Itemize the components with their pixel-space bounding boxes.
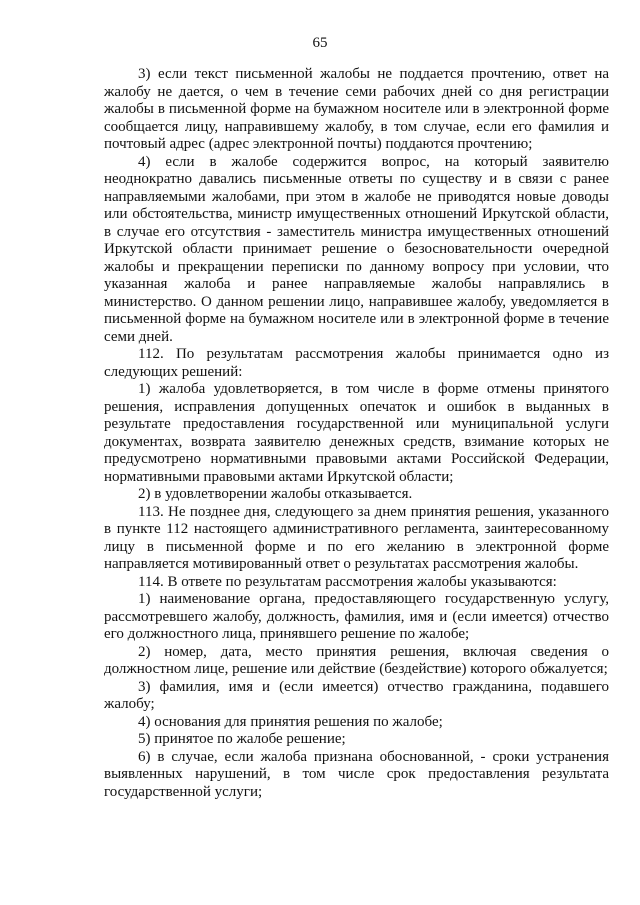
- paragraph-clause-114: 114. В ответе по результатам рассмотрения жалобы указываются:: [138, 573, 557, 590]
- paragraph-answer-item-5: 5) принятое по жалобе решение;: [138, 731, 346, 747]
- paragraph-answer-item-1: 1) наименование органа, предоставляющего государственную услугу, рассмотревшего жалобу, должность, фамилия, имя и (если имеется) отчество его должностного лица, принявшего решение по жалобе;: [104, 591, 609, 642]
- paragraph-clause-112: 112. По результатам рассмотрения жалобы принимается одно из следующих решений:: [104, 346, 609, 380]
- paragraph-decision-2-refused: 2) в удовлетворении жалобы отказывается.: [138, 486, 413, 502]
- paragraph-answer-item-6: 6) в случае, если жалоба признана обоснованной, - сроки устранения выявленных нарушений, в том числе срок предоставления результата государственной услуги;: [104, 748, 609, 800]
- paragraph-answer-item-3: 3) фамилия, имя и (если имеется) отчество гражданина, подавшего жалобу;: [104, 678, 609, 712]
- paragraph-clause-113: 113. Не позднее дня, следующего за днем принятия решения, указанного в пункте 112 настоящего административного регламента, заинтересованному лицу в письменной форме и по его желанию в электронной форме направляется мотивированный ответ о результатах рассмотрения жалобы.: [104, 503, 609, 572]
- paragraph-answer-item-2: 2) номер, дата, место принятия решения, включая сведения о должностном лице, решение или действие (бездействие) которого обжалуется;: [104, 643, 609, 677]
- document-body: [104, 66, 609, 801]
- paragraph-answer-item-4: 4) основания для принятия решения по жалобе;: [138, 713, 443, 730]
- paragraph-item-3-unreadable: 3) если текст письменной жалобы не поддается прочтению, ответ на жалобу не дается, о чем в течение семи рабочих дней со дня регистрации жалобы в письменной форме на бумажном носителе или в электронной форме сообщается лицу, направившему жалобу, в том случае, если его фамилия и почтовый адрес (адрес электронной почты) поддаются прочтению;: [104, 66, 609, 152]
- paragraph-decision-1-satisfied: 1) жалоба удовлетворяется, в том числе в форме отмены принятого решения, исправления допущенных опечаток и ошибок в выданных в результате предоставления государственной или муниципальной услуги документах, возврата заявителю денежных средств, взимание которых не предусмотрено нормативными правовыми актами Российской Федерации, нормативными правовыми актами Иркутской области;: [104, 381, 609, 485]
- paragraph-item-4-repeated-question: 4) если в жалобе содержится вопрос, на который заявителю неоднократно давались письменные ответы по существу и в связи с ранее направляемыми жалобами, при этом в жалобе не приводятся новые доводы или обстоятельства, министр имущественных отношений Иркутской области, в случае его отсутствия - заместитель министра имущественных отношений Иркутской области принимает решение о безосновательности очередной жалобы и прекращении переписки по данному вопросу при условии, что указанная жалоба и ранее направляемые жалобы направлялись в министерство. О данном решении лицо, направившее жалобу, уведомляется в письменной форме на бумажном носителе или в электронной форме в течение семи дней.: [104, 153, 609, 345]
- page-number: 65: [312, 35, 328, 51]
